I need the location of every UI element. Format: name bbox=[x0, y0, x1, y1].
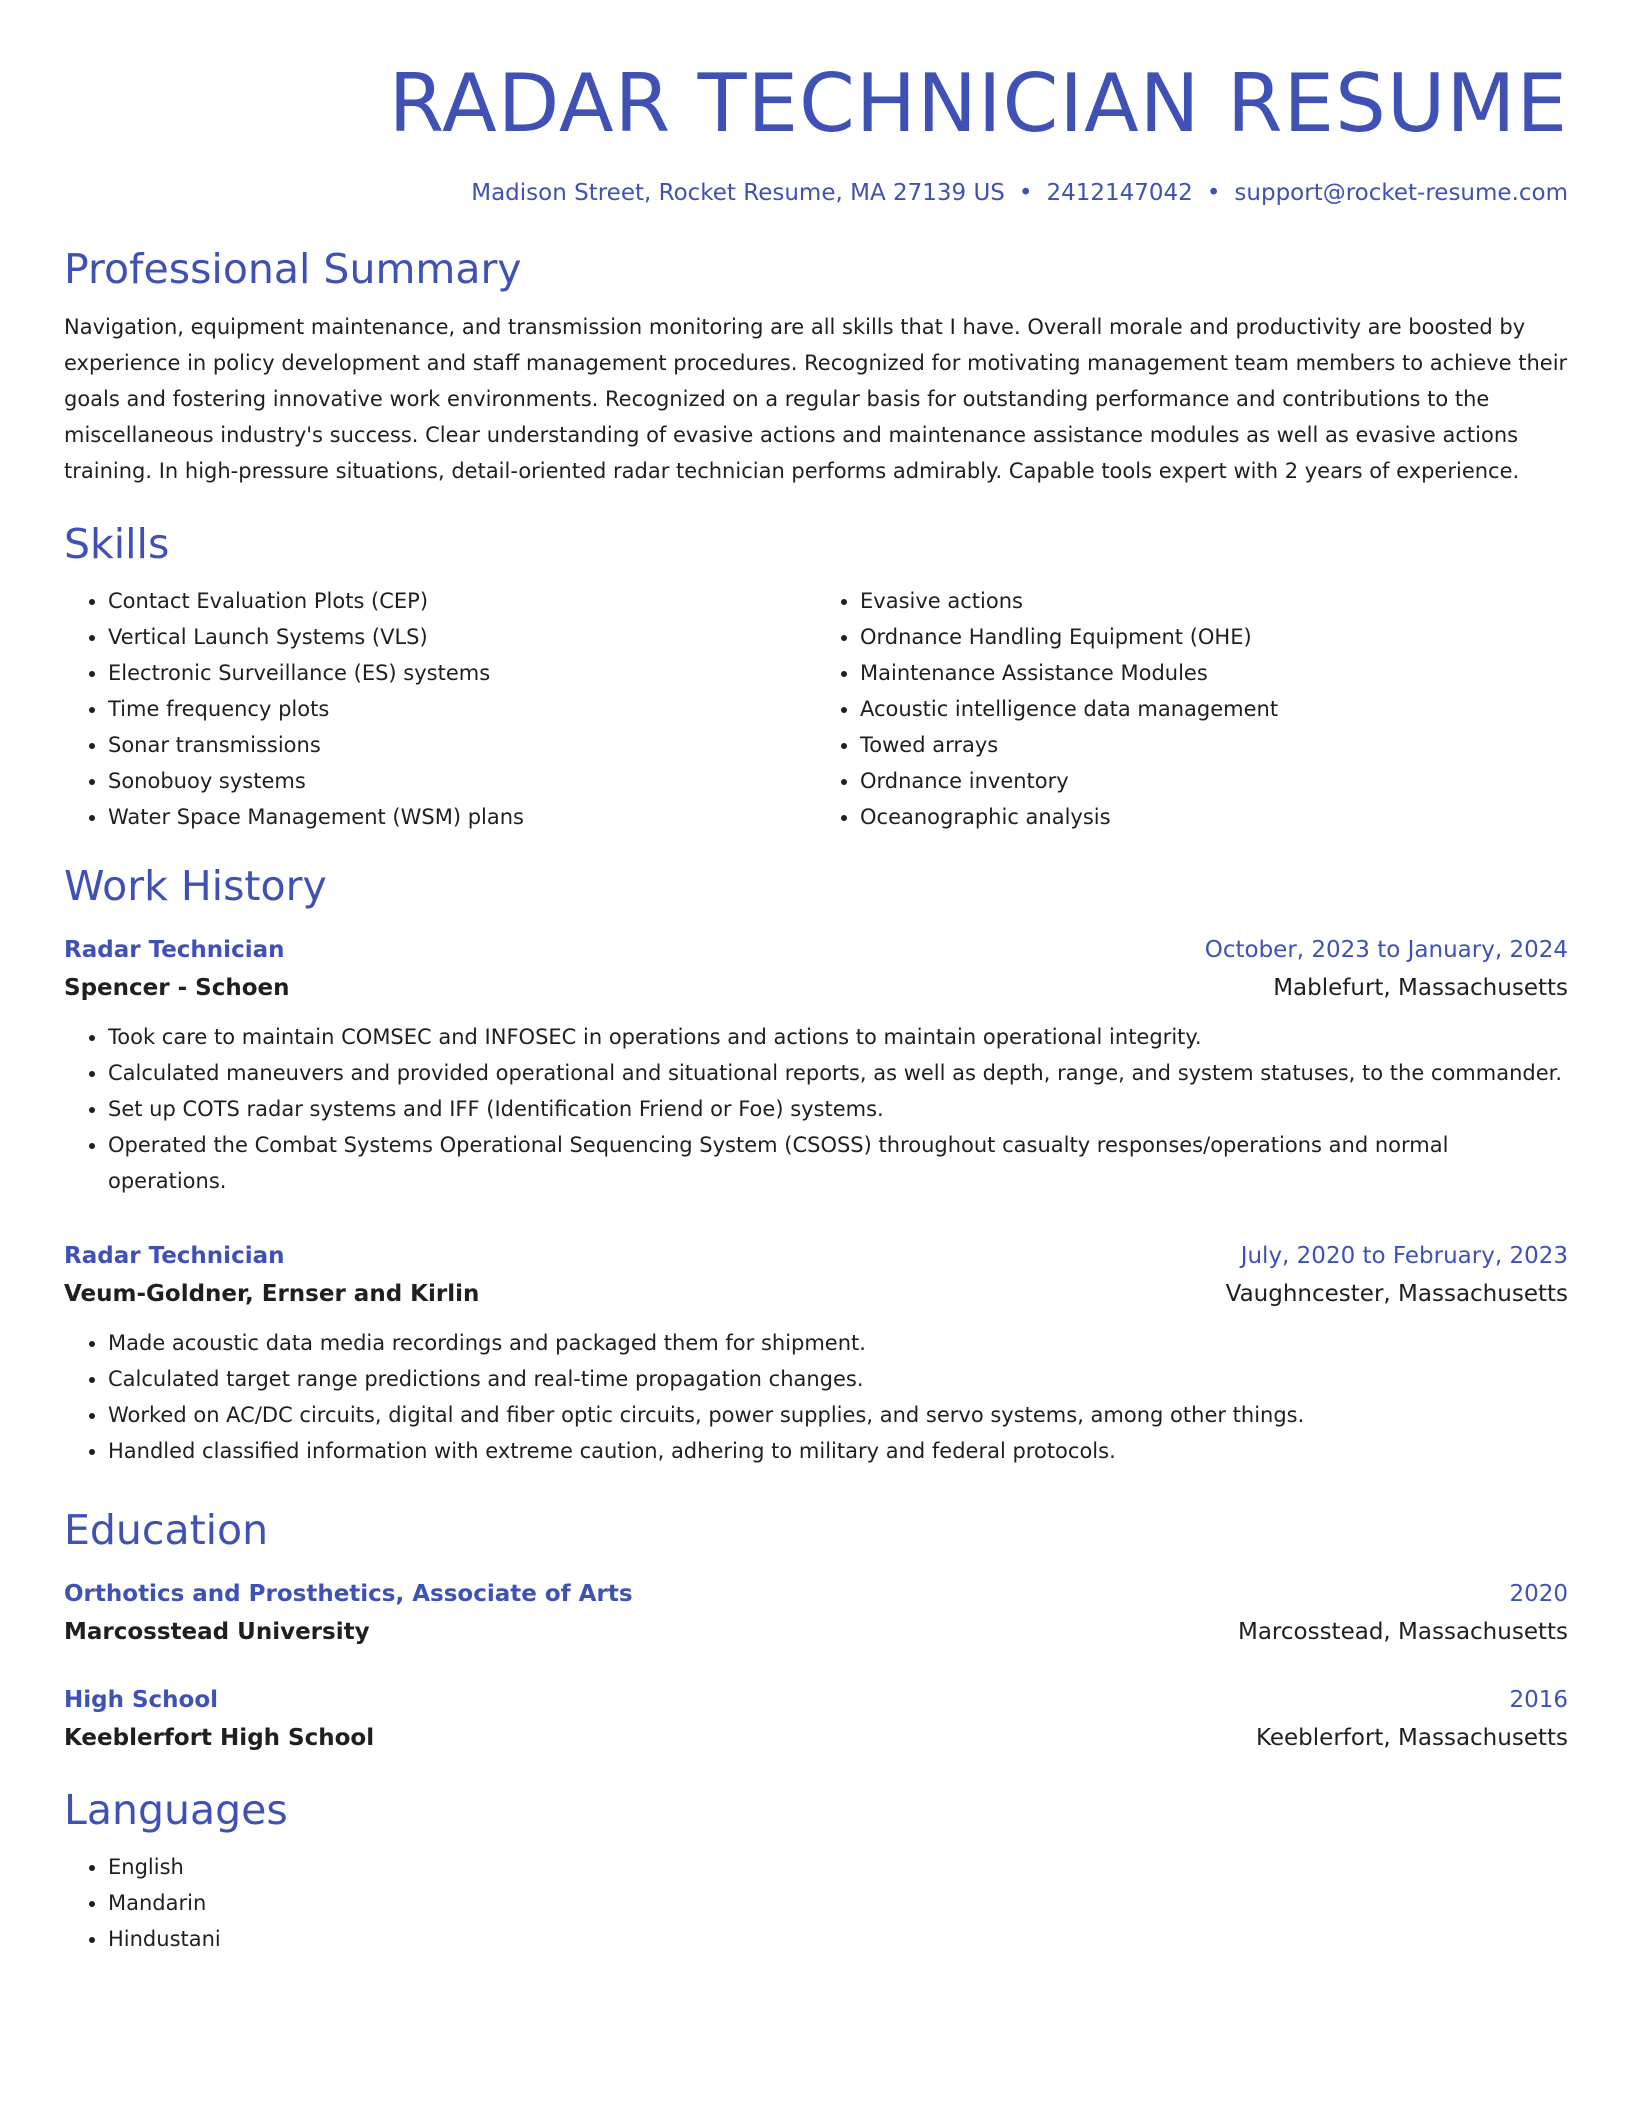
job-dates: July, 2020 to February, 2023 bbox=[1240, 1243, 1568, 1269]
section-title-skills: Skills bbox=[64, 520, 170, 568]
job-location: Mablefurt, Massachusetts bbox=[1273, 975, 1568, 1001]
section-title-summary: Professional Summary bbox=[64, 245, 522, 293]
language-item: • Hindustani bbox=[108, 1921, 1568, 1957]
skill-item: • Time frequency plots bbox=[108, 691, 816, 727]
education-entry bbox=[64, 1685, 1568, 1753]
education-sub-row bbox=[64, 1617, 1568, 1647]
education-degree: High School bbox=[64, 1687, 219, 1713]
skill-item: • Sonobuoy systems bbox=[108, 763, 816, 799]
contact-address: Madison Street, Rocket Resume, MA 27139 US bbox=[471, 180, 1005, 206]
skill-item: • Maintenance Assistance Modules bbox=[860, 655, 1568, 691]
job-bullet: • Worked on AC/DC circuits, digital and fiber optic circuits, power supplies, and servo systems, among other things. bbox=[108, 1397, 1568, 1433]
job-title: Radar Technician bbox=[64, 937, 285, 963]
skill-item: • Acoustic intelligence data management bbox=[860, 691, 1568, 727]
education-location: Keeblerfort, Massachusetts bbox=[1255, 1725, 1568, 1751]
contact-line bbox=[64, 178, 1568, 208]
education-year: 2020 bbox=[1509, 1581, 1568, 1607]
resume-header bbox=[64, 56, 1568, 208]
skill-item: • Towed arrays bbox=[860, 727, 1568, 763]
education-school: Marcosstead University bbox=[64, 1619, 370, 1645]
section-title-work-history: Work History bbox=[64, 862, 327, 910]
section-title-languages: Languages bbox=[64, 1786, 288, 1834]
education-year: 2016 bbox=[1509, 1687, 1568, 1713]
contact-separator: • bbox=[1206, 180, 1221, 206]
education-location: Marcosstead, Massachusetts bbox=[1237, 1619, 1568, 1645]
job-bullet: • Calculated target range predictions and real-time propagation changes. bbox=[108, 1361, 1568, 1397]
job-employer: Veum-Goldner, Ernser and Kirlin bbox=[64, 1281, 480, 1307]
job-employer: Spencer - Schoen bbox=[64, 975, 290, 1001]
contact-separator: • bbox=[1018, 180, 1033, 206]
skill-item: • Evasive actions bbox=[860, 583, 1568, 619]
contact-phone: 2412147042 bbox=[1046, 180, 1193, 206]
language-item: • Mandarin bbox=[108, 1885, 1568, 1921]
job-sub-row bbox=[64, 973, 1568, 1003]
contact-email[interactable]: support@rocket-resume.com bbox=[1234, 180, 1568, 206]
section-title-education: Education bbox=[64, 1506, 269, 1554]
skill-item: • Water Space Management (WSM) plans bbox=[108, 799, 816, 835]
skills-column-right bbox=[816, 583, 1568, 835]
skills-column-left bbox=[64, 583, 816, 835]
job-bullet: • Set up COTS radar systems and IFF (Identification Friend or Foe) systems. bbox=[108, 1091, 1568, 1127]
resume-name: RADAR TECHNICIAN RESUME bbox=[388, 57, 1568, 150]
job-bullet: • Made acoustic data media recordings and packaged them for shipment. bbox=[108, 1325, 1568, 1361]
job-entry bbox=[64, 1241, 1568, 1469]
job-bullet: • Calculated maneuvers and provided operational and situational reports, as well as depth, range, and system statuses, to the commander. bbox=[108, 1055, 1568, 1091]
skill-item: • Ordnance inventory bbox=[860, 763, 1568, 799]
job-dates: October, 2023 to January, 2024 bbox=[1204, 937, 1568, 963]
education-header-row bbox=[64, 1579, 1568, 1609]
job-sub-row bbox=[64, 1279, 1568, 1309]
skill-item: • Sonar transmissions bbox=[108, 727, 816, 763]
languages-list bbox=[64, 1849, 1568, 1957]
job-location: Vaughncester, Massachusetts bbox=[1225, 1281, 1568, 1307]
job-header-row bbox=[64, 1241, 1568, 1271]
job-header-row bbox=[64, 935, 1568, 965]
job-entry bbox=[64, 935, 1568, 1199]
job-bullets bbox=[64, 1325, 1568, 1469]
skill-item: • Vertical Launch Systems (VLS) bbox=[108, 619, 816, 655]
skill-item: • Electronic Surveillance (ES) systems bbox=[108, 655, 816, 691]
skill-item: • Oceanographic analysis bbox=[860, 799, 1568, 835]
education-sub-row bbox=[64, 1723, 1568, 1753]
job-bullets bbox=[64, 1019, 1568, 1199]
education-header-row bbox=[64, 1685, 1568, 1715]
education-entry bbox=[64, 1579, 1568, 1647]
education-school: Keeblerfort High School bbox=[64, 1725, 375, 1751]
summary-text: Navigation, equipment maintenance, and transmission monitoring are all skills that I have. Overall morale and productivity are boosted by experience in policy development and staff management procedures. Recognized for motivating management team members to achieve their goals and fostering innovative work environments. Recognized on a regular basis for outstanding performance and contributions to the miscellaneous industry's success. Clear understanding of evasive actions and maintenance assistance modules as well as evasive actions training. In high-pressure situations, detail-oriented radar technician performs admirably. Capable tools expert with 2 years of experience. bbox=[64, 315, 1568, 483]
language-item: • English bbox=[108, 1849, 1568, 1885]
job-title: Radar Technician bbox=[64, 1243, 285, 1269]
skill-item: • Ordnance Handling Equipment (OHE) bbox=[860, 619, 1568, 655]
job-bullet: • Operated the Combat Systems Operational Sequencing System (CSOSS) throughout casualty responses/operations and normal operations. bbox=[108, 1127, 1568, 1199]
skill-item: • Contact Evaluation Plots (CEP) bbox=[108, 583, 816, 619]
job-bullet: • Handled classified information with extreme caution, adhering to military and federal protocols. bbox=[108, 1433, 1568, 1469]
skills-list bbox=[64, 583, 1568, 835]
education-degree: Orthotics and Prosthetics, Associate of Arts bbox=[64, 1581, 633, 1607]
job-bullet: • Took care to maintain COMSEC and INFOSEC in operations and actions to maintain operational integrity. bbox=[108, 1019, 1568, 1055]
